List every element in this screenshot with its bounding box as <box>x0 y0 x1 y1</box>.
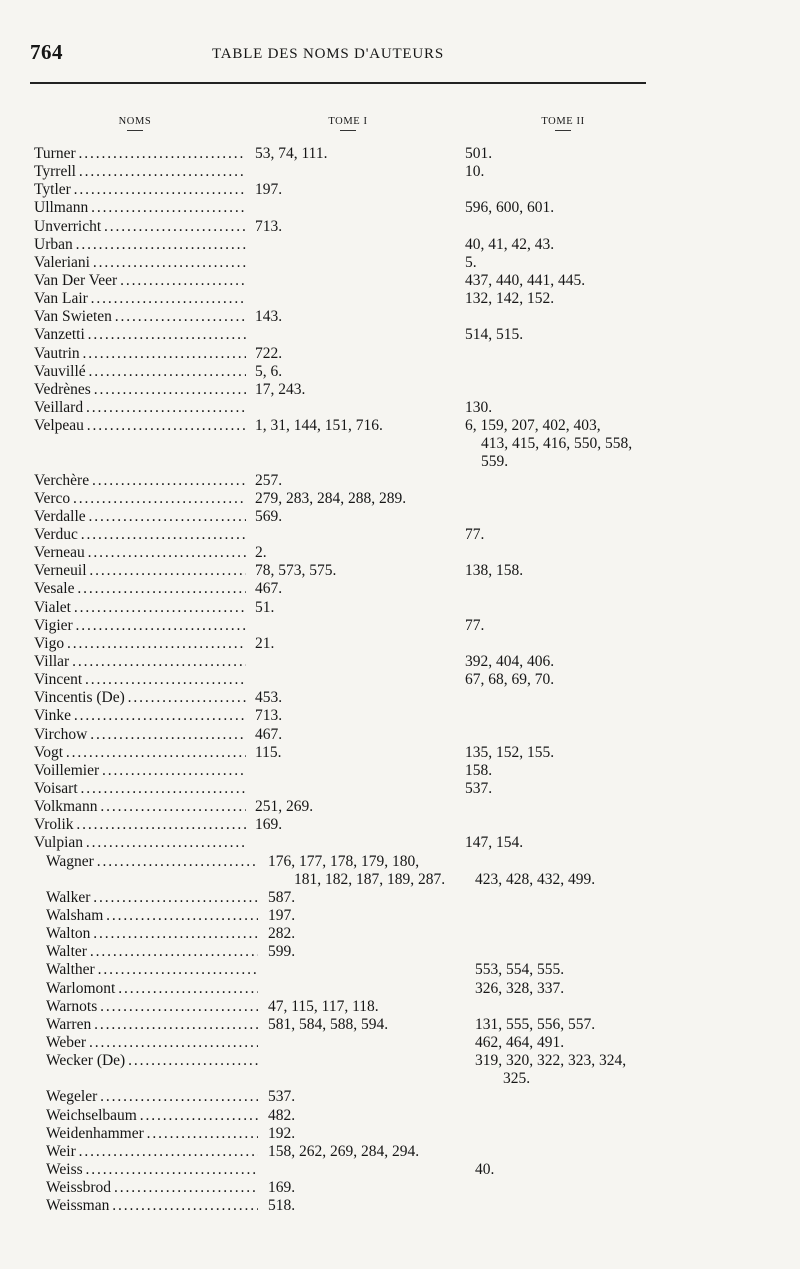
tome2-page-line: 158. <box>465 761 493 779</box>
tome1-pages <box>268 1088 468 1106</box>
author-name: Vautrin . . . <box>34 345 246 363</box>
tome2-page-line: 559. <box>481 453 509 471</box>
author-name: Van Swieten . . . <box>34 308 246 326</box>
tome2-pages <box>465 145 680 163</box>
tome1-pages <box>268 889 468 907</box>
tome2-pages <box>475 1016 690 1034</box>
tome1-page-line: 282. <box>268 925 296 943</box>
tome1-page-line: 722. <box>255 344 283 362</box>
tome1-page-line: 53, 74, 111. <box>255 145 328 162</box>
author-name: Van Lair . . . <box>34 290 246 308</box>
tome2-pages <box>465 163 680 181</box>
tome2-pages <box>465 399 680 417</box>
tome2-page-line: 501. <box>465 145 493 162</box>
tome2-page-line: 553, 554, 555. <box>475 961 565 979</box>
index-entry <box>0 780 800 798</box>
tome2-page-line: 10. <box>465 163 485 181</box>
tome2-pages <box>465 617 680 635</box>
column-header-noms <box>95 116 175 131</box>
tome1-pages <box>255 417 455 435</box>
author-name: Vulpian . . . <box>34 834 246 852</box>
index-entry <box>0 653 800 671</box>
column-dash <box>127 130 143 131</box>
tome1-pages <box>255 816 455 834</box>
tome1-pages <box>268 1016 468 1034</box>
tome2-page-line: 40. <box>475 1160 495 1178</box>
tome1-page-line: 713. <box>255 217 283 235</box>
column-header-tome2 <box>523 116 603 131</box>
index-entry <box>0 490 800 508</box>
column-header-tome1 <box>308 116 388 131</box>
author-name: Vincentis (De) . . . <box>34 689 246 707</box>
tome1-page-line: 599. <box>268 943 296 961</box>
tome2-page-line: 77. <box>465 616 485 634</box>
tome1-page-line: 21. <box>255 634 275 652</box>
tome1-pages <box>268 998 468 1016</box>
index-entry <box>0 798 800 816</box>
tome2-page-line: 6, 159, 207, 402, 403, <box>465 417 601 435</box>
tome1-page-line: 467. <box>255 725 283 743</box>
tome1-page-line: 192. <box>268 1124 296 1142</box>
tome1-pages <box>255 544 455 562</box>
tome1-page-line: 197. <box>268 906 296 924</box>
author-name: Verco . . . <box>34 490 246 508</box>
author-name: Verduc . . . <box>34 526 246 544</box>
index-entry <box>0 961 800 979</box>
tome1-pages <box>268 853 468 889</box>
tome1-pages <box>255 363 455 381</box>
tome1-pages <box>255 707 455 725</box>
author-name: Voisart . . . <box>34 780 246 798</box>
author-name: Vigo . . . <box>34 635 246 653</box>
author-name: Veillard . . . <box>34 399 246 417</box>
author-name: Unverricht . . . <box>34 218 246 236</box>
author-name: Warren . . . <box>46 1016 258 1034</box>
tome2-pages <box>465 653 680 671</box>
tome2-pages <box>465 562 680 580</box>
author-name: Verchère . . . <box>34 472 246 490</box>
tome1-pages <box>268 925 468 943</box>
column-header-noms-label: NOMS <box>118 116 152 127</box>
index-entry <box>0 345 800 363</box>
author-name: Verdalle . . . <box>34 508 246 526</box>
index-entry <box>0 1052 800 1088</box>
index-entry <box>0 417 800 471</box>
author-name: Weir . . . <box>46 1143 258 1161</box>
author-name: Vesale . . . <box>34 580 246 598</box>
index-entry <box>0 1016 800 1034</box>
author-name: Warnots . . . <box>46 998 258 1016</box>
index-entry <box>0 816 800 834</box>
author-name: Wegeler . . . <box>46 1088 258 1106</box>
index-entry <box>0 834 800 852</box>
tome2-page-line: 130. <box>465 398 493 416</box>
tome2-page-line: 437, 440, 441, 445. <box>465 271 586 289</box>
tome2-page-line: 392, 404, 406. <box>465 652 555 670</box>
tome2-page-line: 423, 428, 432, 499. <box>475 870 596 888</box>
index-entry <box>0 762 800 780</box>
tome1-page-line: 5, 6. <box>255 362 283 380</box>
index-entry <box>0 236 800 254</box>
tome2-pages <box>465 671 680 689</box>
tome1-page-line: 158, 262, 269, 284, 294. <box>268 1142 420 1160</box>
author-name: Walker . . . <box>46 889 258 907</box>
tome1-page-line: 197. <box>255 181 283 199</box>
tome1-page-line: 169. <box>268 1179 296 1197</box>
tome1-page-line: 581, 584, 588, 594. <box>268 1015 389 1033</box>
tome1-pages <box>255 635 455 653</box>
index-entry <box>0 526 800 544</box>
tome2-page-line: 319, 320, 322, 323, 324, <box>475 1052 627 1070</box>
author-name: Verneuil . . . <box>34 562 246 580</box>
tome1-page-line: 169. <box>255 816 283 834</box>
tome2-pages <box>465 199 680 217</box>
tome1-page-line: 2. <box>255 544 267 562</box>
author-name: Velpeau . . . <box>34 417 246 435</box>
tome2-pages <box>465 526 680 544</box>
tome1-page-line: 17, 243. <box>255 380 306 398</box>
index-entry <box>0 145 800 163</box>
author-name: Vogt . . . <box>34 744 246 762</box>
tome1-pages <box>268 1125 468 1143</box>
index-entry <box>0 399 800 417</box>
index-entry <box>0 925 800 943</box>
tome2-page-line: 514, 515. <box>465 326 524 344</box>
tome1-page-line: 537. <box>268 1088 296 1106</box>
tome1-pages <box>255 562 455 580</box>
tome1-page-line: 482. <box>268 1106 296 1124</box>
index-entry <box>0 254 800 272</box>
index-entry <box>0 199 800 217</box>
author-name: Warlomont . . . <box>46 980 258 998</box>
tome1-page-line: 1, 31, 144, 151, 716. <box>255 417 383 435</box>
index-entry <box>0 272 800 290</box>
column-header-tome2-label: TOME II <box>541 116 585 127</box>
author-name: Walsham . . . <box>46 907 258 925</box>
index-entry <box>0 1143 800 1161</box>
tome2-pages <box>465 254 680 272</box>
index-entry <box>0 218 800 236</box>
tome1-pages <box>255 580 455 598</box>
tome1-page-line: 279, 283, 284, 288, 289. <box>255 489 407 507</box>
author-name: Walter . . . <box>46 943 258 961</box>
tome1-pages <box>255 181 455 199</box>
author-name: Walther . . . <box>46 961 258 979</box>
index-entry <box>0 671 800 689</box>
tome1-pages <box>255 689 455 707</box>
tome2-page-line: 326, 328, 337. <box>475 979 565 997</box>
tome1-pages <box>255 490 455 508</box>
tome2-pages <box>465 272 680 290</box>
index-entry <box>0 980 800 998</box>
tome1-page-line: 251, 269. <box>255 798 314 816</box>
index-entry <box>0 508 800 526</box>
author-name: Tyrrell . . . <box>34 163 246 181</box>
tome1-page-line: 115. <box>255 743 282 761</box>
tome2-page-line: 138, 158. <box>465 562 524 580</box>
tome1-pages <box>255 744 455 762</box>
author-name: Vanzetti . . . <box>34 326 246 344</box>
column-dash <box>340 130 356 131</box>
author-name: Urban . . . <box>34 236 246 254</box>
page-number: 764 <box>30 40 63 64</box>
index-entry <box>0 998 800 1016</box>
tome2-pages <box>465 236 680 254</box>
tome2-page-line: 537. <box>465 779 493 797</box>
tome1-pages <box>255 599 455 617</box>
tome2-page-line <box>475 853 690 871</box>
tome1-pages <box>268 1197 468 1215</box>
tome1-pages <box>268 1179 468 1197</box>
index-entry <box>0 290 800 308</box>
author-name: Vigier . . . <box>34 617 246 635</box>
tome1-pages <box>268 943 468 961</box>
tome1-page-line: 47, 115, 117, 118. <box>268 997 379 1015</box>
author-name: Weissman . . . <box>46 1197 258 1215</box>
tome1-page-line: 143. <box>255 308 283 326</box>
tome1-pages <box>255 508 455 526</box>
tome2-page-line: 5. <box>465 253 477 271</box>
tome2-pages <box>465 290 680 308</box>
tome1-page-line: 713. <box>255 707 283 725</box>
author-name: Vedrènes . . . <box>34 381 246 399</box>
index-entry <box>0 544 800 562</box>
tome1-pages <box>268 907 468 925</box>
tome1-page-line: 569. <box>255 507 283 525</box>
tome1-pages <box>255 472 455 490</box>
tome2-pages <box>465 780 680 798</box>
author-name: Wagner . . . <box>46 853 258 871</box>
author-name: Walton . . . <box>46 925 258 943</box>
index-entry <box>0 689 800 707</box>
tome1-page-line: 257. <box>255 471 283 489</box>
author-name: Wecker (De) . . . <box>46 1052 258 1070</box>
index-entry <box>0 1107 800 1125</box>
index-entry <box>0 326 800 344</box>
author-name: Weiss . . . <box>46 1161 258 1179</box>
tome1-pages <box>255 145 455 163</box>
author-name: Vialet . . . <box>34 599 246 617</box>
author-name: Vrolik . . . <box>34 816 246 834</box>
index-entry <box>0 744 800 762</box>
tome2-pages <box>475 853 690 889</box>
column-dash <box>555 130 571 131</box>
tome2-pages <box>465 326 680 344</box>
tome1-page-line: 467. <box>255 580 283 598</box>
author-index-list <box>0 145 800 1215</box>
author-name: Weidenhammer . . . <box>46 1125 258 1143</box>
index-entry <box>0 381 800 399</box>
tome1-pages <box>268 1143 468 1161</box>
running-head: TABLE DES NOMS D'AUTEURS <box>212 46 444 62</box>
index-entry <box>0 308 800 326</box>
author-name: Vinke . . . <box>34 707 246 725</box>
tome2-page-line: 135, 152, 155. <box>465 743 555 761</box>
tome1-pages <box>255 308 455 326</box>
tome1-pages <box>268 1107 468 1125</box>
index-entry <box>0 617 800 635</box>
tome2-pages <box>475 1161 690 1179</box>
tome1-pages <box>255 345 455 363</box>
index-entry <box>0 907 800 925</box>
index-entry <box>0 1179 800 1197</box>
index-entry <box>0 1088 800 1106</box>
index-entry <box>0 472 800 490</box>
index-entry <box>0 853 800 889</box>
index-entry <box>0 707 800 725</box>
tome1-page-line: 518. <box>268 1197 296 1215</box>
tome1-page-line: 51. <box>255 598 275 616</box>
author-name: Vincent . . . <box>34 671 246 689</box>
tome2-page-line: 147, 154. <box>465 834 524 852</box>
author-name: Weber . . . <box>46 1034 258 1052</box>
tome1-page-line: 181, 182, 187, 189, 287. <box>294 870 446 888</box>
index-entry <box>0 1161 800 1179</box>
author-name: Turner . . . <box>34 145 246 163</box>
author-name: Verneau . . . <box>34 544 246 562</box>
tome2-page-line: 413, 415, 416, 550, 558, <box>481 435 633 453</box>
tome1-pages <box>255 381 455 399</box>
tome2-page-line: 40, 41, 42, 43. <box>465 235 555 253</box>
author-name: Tytler . . . <box>34 181 246 199</box>
tome2-page-line: 131, 555, 556, 557. <box>475 1015 596 1033</box>
tome2-pages <box>475 1052 690 1088</box>
index-entry <box>0 635 800 653</box>
author-name: Virchow . . . <box>34 726 246 744</box>
author-name: Volkmann . . . <box>34 798 246 816</box>
tome1-pages <box>255 218 455 236</box>
author-name: Ullmann . . . <box>34 199 246 217</box>
index-entry <box>0 943 800 961</box>
index-entry <box>0 1197 800 1215</box>
tome2-page-line: 77. <box>465 525 485 543</box>
tome1-page-line: 587. <box>268 888 296 906</box>
author-name: Vauvillé . . . <box>34 363 246 381</box>
index-entry <box>0 580 800 598</box>
index-entry <box>0 562 800 580</box>
author-name: Weissbrod . . . <box>46 1179 258 1197</box>
index-entry <box>0 163 800 181</box>
header-rule <box>30 82 646 84</box>
tome2-page-line: 462, 464, 491. <box>475 1033 565 1051</box>
index-entry <box>0 599 800 617</box>
tome2-pages <box>475 980 690 998</box>
tome1-page-line: 78, 573, 575. <box>255 562 337 580</box>
tome2-pages <box>465 744 680 762</box>
index-entry <box>0 181 800 199</box>
tome2-page-line: 67, 68, 69, 70. <box>465 671 555 689</box>
index-entry <box>0 1125 800 1143</box>
tome2-pages <box>465 834 680 852</box>
tome1-page-line: 176, 177, 178, 179, 180, <box>268 852 420 870</box>
column-header-tome1-label: TOME I <box>328 116 368 127</box>
author-name: Villar . . . <box>34 653 246 671</box>
tome2-page-line: 596, 600, 601. <box>465 199 555 217</box>
author-name: Van Der Veer . . . <box>34 272 246 290</box>
index-entry <box>0 363 800 381</box>
index-entry <box>0 726 800 744</box>
author-name: Voillemier . . . <box>34 762 246 780</box>
tome2-pages <box>475 1034 690 1052</box>
author-name: Weichselbaum . . . <box>46 1107 258 1125</box>
tome2-pages <box>465 762 680 780</box>
tome1-pages <box>255 798 455 816</box>
author-name: Valeriani . . . <box>34 254 246 272</box>
tome2-pages <box>475 961 690 979</box>
tome2-pages <box>465 417 680 471</box>
tome2-page-line: 132, 142, 152. <box>465 290 555 308</box>
index-entry <box>0 889 800 907</box>
tome1-page-line: 453. <box>255 689 283 707</box>
tome2-page-line: 325. <box>503 1070 531 1088</box>
index-entry <box>0 1034 800 1052</box>
tome1-pages <box>255 726 455 744</box>
